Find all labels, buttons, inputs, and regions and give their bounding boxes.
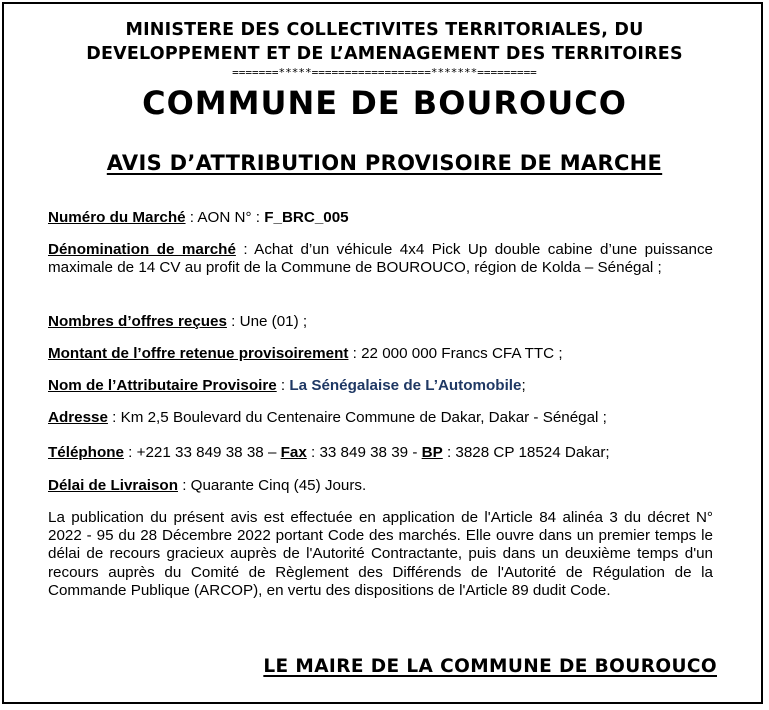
field-denomination-value: : Achat d’un véhicule 4x4 Pick Up double cabine d’une puissance maximale de 14 CV au profit de la Commune de BOUROUCO, région de Kolda – Sénégal ;: [48, 241, 713, 276]
field-attributaire-end: ;: [521, 377, 526, 394]
field-telephone-label: Téléphone: [48, 444, 124, 461]
publication-paragraph: La publication du présent avis est effectuée en application de l'Article 84 alinéa 3 du décret N° 2022 - 95 du 28 Décembre 2022 portant Code des marchés. Elle ouvre dans un premier temps le délai de recours gracieux auprès de l'Autorité Contractante, puis dans un deuxième temps d'un recours auprès du Comité de Règlement des Différends de l'Autorité de Régulation de la Commande Publique (ARCOP), en vertu des dispositions de l'Article 89 dudit Code.: [48, 509, 713, 599]
commune-title: COMMUNE DE BOUROUCO: [142, 84, 627, 122]
field-delai-value: : Quarante Cinq (45) Jours.: [177, 477, 367, 494]
field-fax-label: Fax: [280, 444, 307, 461]
field-bp-value: : 3828 CP 18524 Dakar;: [442, 444, 610, 461]
ministry-line-2: DEVELOPPEMENT ET DE L’AMENAGEMENT DES TERRITOIRES: [86, 44, 683, 64]
header-separator: =======*****==================*******=========: [232, 66, 537, 79]
field-adresse-label: Adresse: [48, 409, 108, 426]
field-adresse: [48, 409, 713, 427]
ministry-line-1: MINISTERE DES COLLECTIVITES TERRITORIALES, DU: [125, 20, 644, 40]
field-delai-label: Délai de Livraison: [48, 477, 178, 494]
field-offres: [48, 313, 713, 331]
field-denomination: [48, 241, 713, 276]
field-numero-label: Numéro du Marché: [48, 209, 186, 226]
field-telephone-value: : +221 33 849 38 38 –: [123, 444, 281, 461]
field-adresse-value: : Km 2,5 Boulevard du Centenaire Commune de Dakar, Dakar - Sénégal ;: [107, 409, 607, 426]
field-denomination-label: Dénomination de marché: [48, 241, 236, 258]
field-numero-sep: : AON N° :: [185, 209, 265, 226]
field-attributaire: [48, 377, 713, 395]
field-numero: [48, 209, 713, 227]
field-attributaire-sep: :: [276, 377, 290, 394]
field-attributaire-label: Nom de l’Attributaire Provisoire: [48, 377, 277, 394]
field-fax-value: : 33 849 38 39 -: [306, 444, 422, 461]
signature: LE MAIRE DE LA COMMUNE DE BOUROUCO: [263, 656, 717, 677]
field-montant: [48, 345, 713, 363]
notice-title: AVIS D’ATTRIBUTION PROVISOIRE DE MARCHE: [106, 151, 663, 175]
field-offres-value: : Une (01) ;: [226, 313, 308, 330]
field-attributaire-value: La Sénégalaise de L’Automobile: [289, 377, 522, 394]
field-montant-value: : 22 000 000 Francs CFA TTC ;: [348, 345, 563, 362]
field-bp-label: BP: [421, 444, 443, 461]
field-delai: [48, 477, 713, 495]
field-montant-label: Montant de l’offre retenue provisoirement: [48, 345, 349, 362]
field-numero-value: F_BRC_005: [264, 209, 349, 226]
field-offres-label: Nombres d’offres reçues: [48, 313, 227, 330]
field-telephone: [48, 444, 713, 462]
